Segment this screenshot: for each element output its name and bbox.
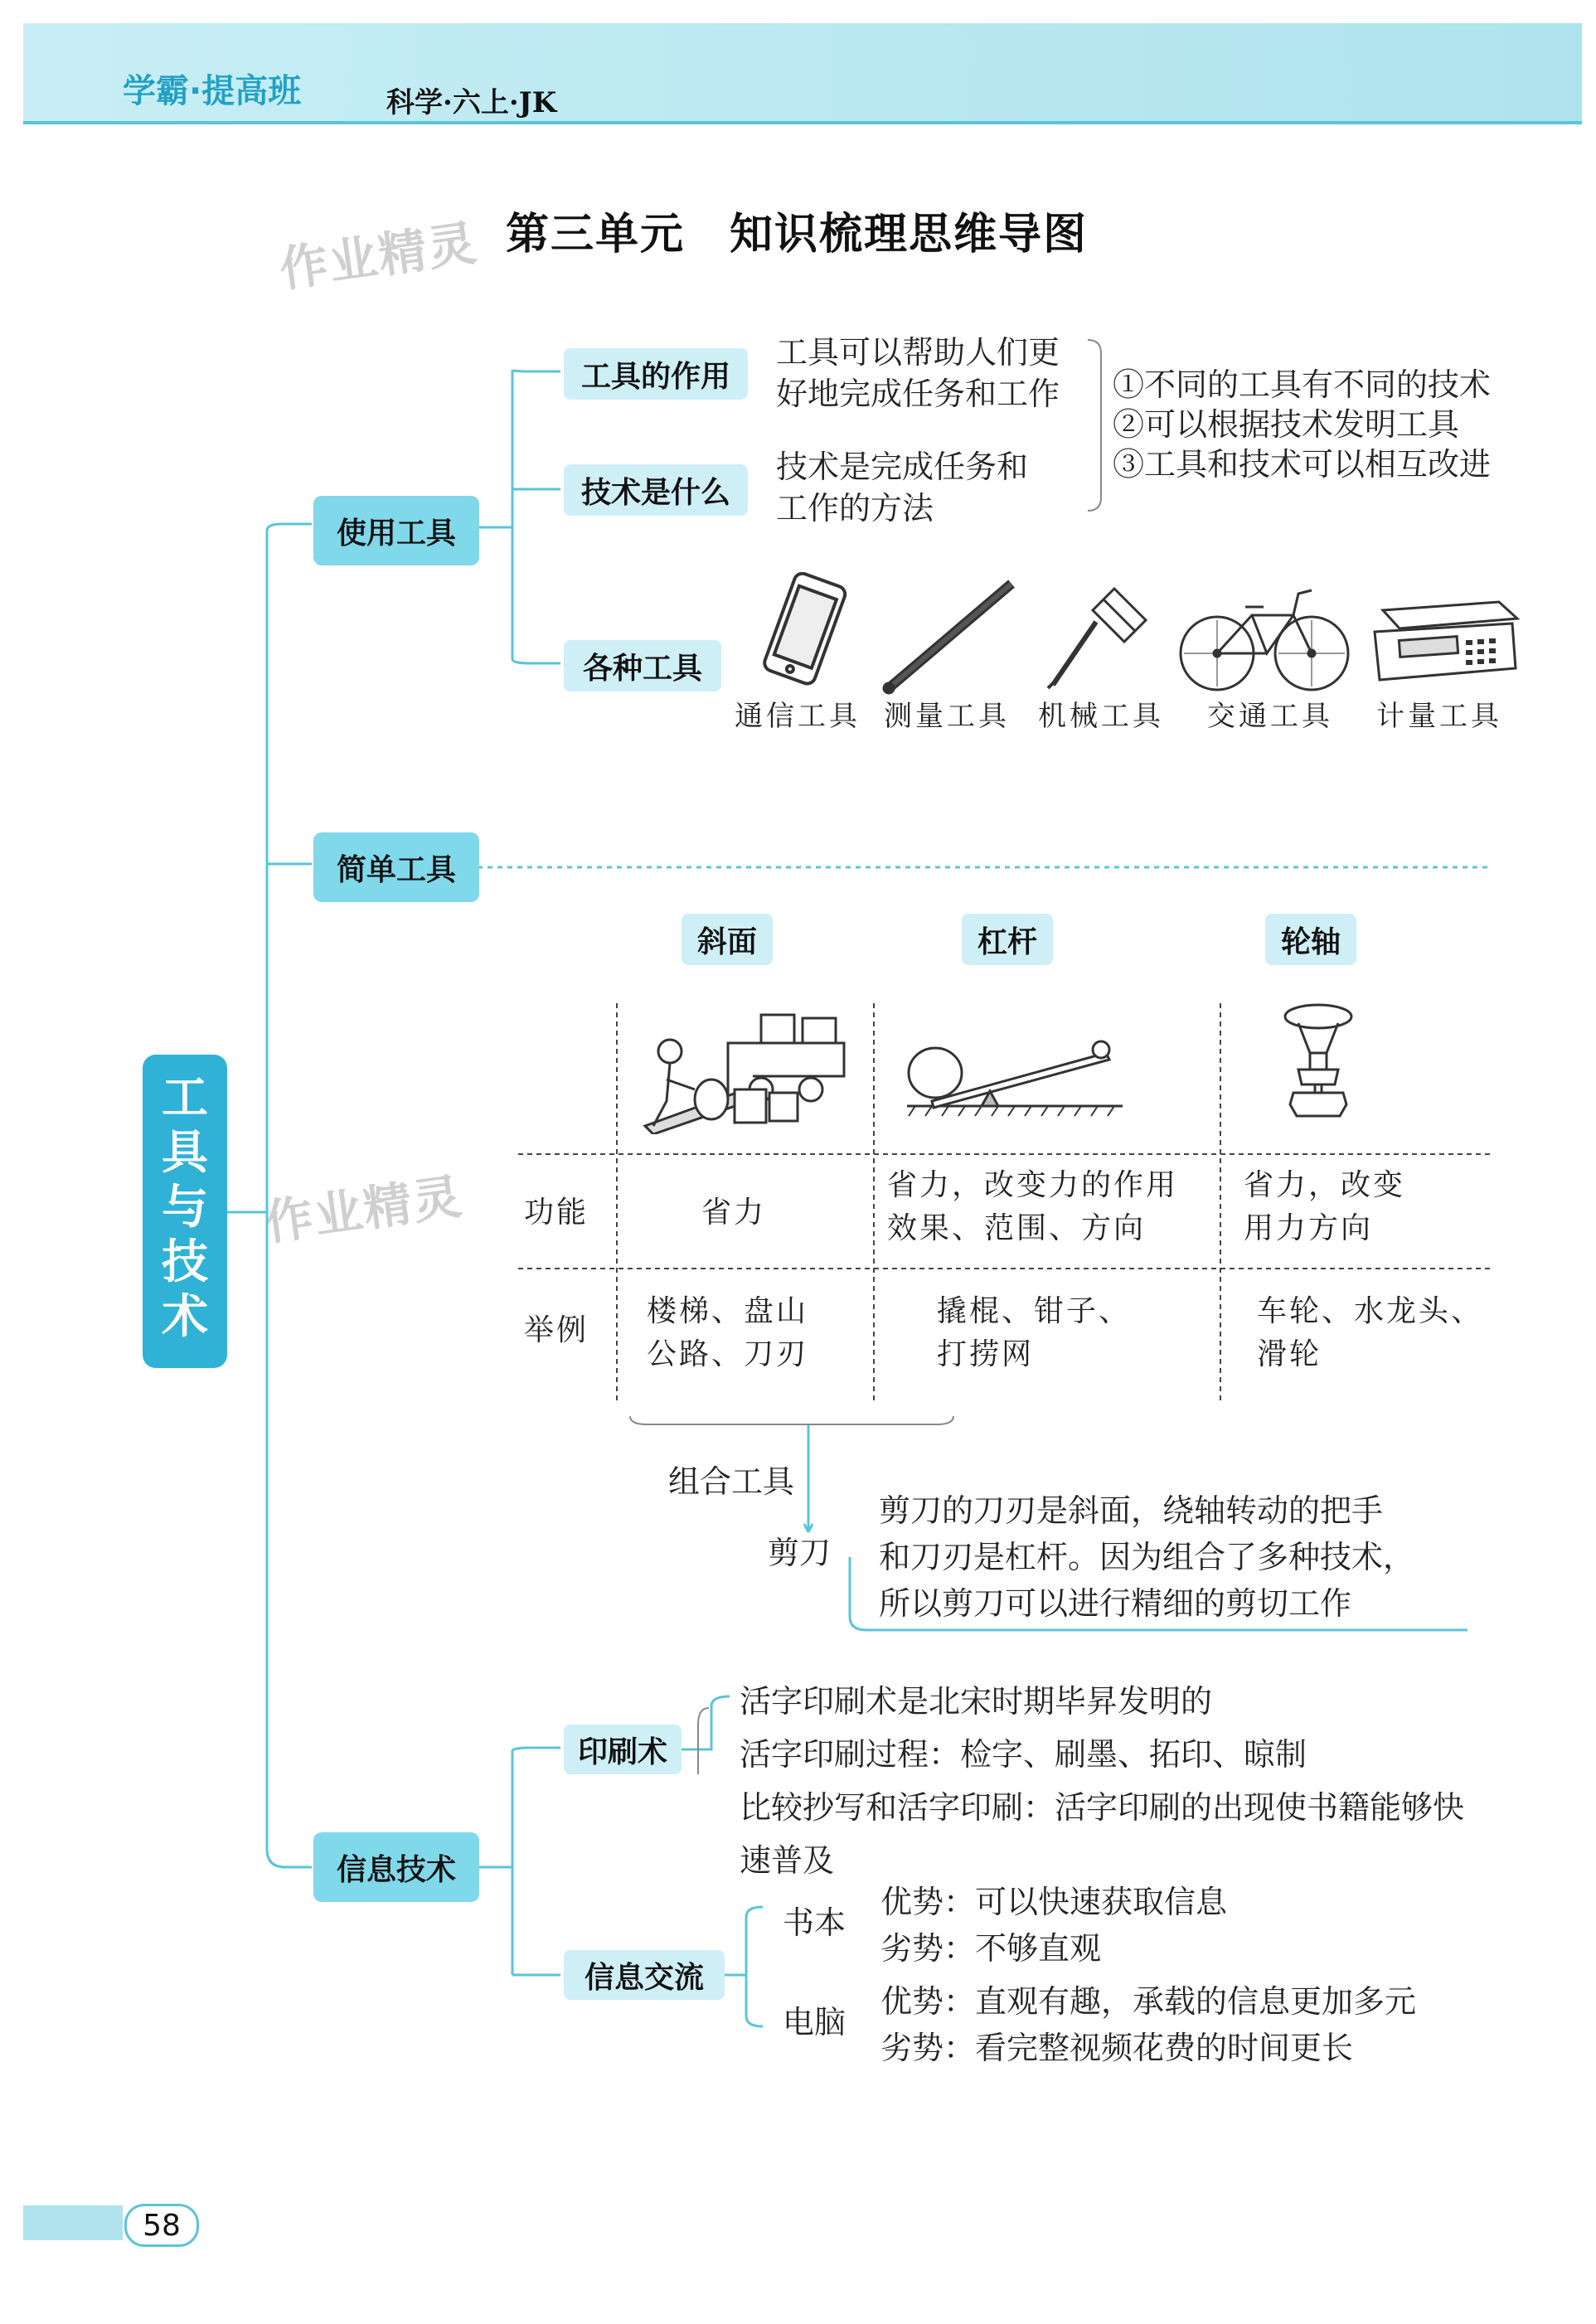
node-what-is-tech: 技术是什么 [564, 464, 748, 516]
conclusions-list: ①不同的工具有不同的技术 ②可以根据技术发明工具 ③工具和技术可以相互改进 [1113, 366, 1492, 483]
cell-incline-function: 省力 [701, 1196, 767, 1230]
node-simple-tools: 简单工具 [313, 832, 479, 902]
what-is-tech-text: 技术是完成任务和 工作的方法 [776, 449, 1029, 526]
caption-measuring-tool: 测量工具 [884, 700, 1010, 733]
watermark: 作业精灵 [261, 1167, 467, 1252]
exchange-book-label: 书本 [783, 1904, 847, 1941]
cell-wheel-function: 省力，改变 用力方向 [1244, 1168, 1406, 1245]
node-tool-types: 各种工具 [564, 640, 721, 691]
column-wheel-axle: 轮轴 [1265, 914, 1356, 965]
node-info-tech: 信息技术 [313, 1832, 479, 1902]
combined-tools-label: 组合工具 [668, 1463, 795, 1500]
row-label-function: 功能 [524, 1196, 589, 1230]
scissors-label: 剪刀 [768, 1535, 832, 1571]
cell-lever-examples: 撬棍、钳子、 打捞网 [937, 1294, 1132, 1371]
row-label-examples: 举例 [524, 1313, 589, 1347]
brand-title: 学霸·提高班 [123, 72, 302, 110]
screwdriver-icon [1038, 572, 1162, 696]
caption-communication-tool: 通信工具 [735, 700, 861, 733]
column-inclined-plane: 斜面 [682, 914, 773, 965]
subject-label: 科学·六上·JK [386, 86, 557, 119]
thermometer-icon [879, 572, 1020, 696]
exchange-computer-label: 电脑 [783, 2004, 847, 2040]
printing-text: 活字印刷术是北宋时期毕昇发明的 活字印刷过程：检字、刷墨、拓印、晾制 比较抄写和活字印刷：活字印刷的出现使书籍能够快 速普及 [740, 1683, 1465, 1879]
page-number-bar [23, 2205, 123, 2240]
caption-transport-tool: 交通工具 [1207, 700, 1333, 733]
page-number: 58 [124, 2204, 199, 2247]
bicycle-icon [1177, 570, 1351, 695]
inclined-plane-icon [637, 1010, 852, 1134]
cell-wheel-examples: 车轮、水龙头、 滑轮 [1257, 1294, 1484, 1371]
wheel-axle-icon [1277, 998, 1360, 1123]
node-use-tools: 使用工具 [313, 496, 479, 565]
computer-pros-cons: 优势：直观有趣，承载的信息更加多元 劣势：看完整视频花费的时间更长 [880, 1983, 1417, 2066]
tool-role-text: 工具可以帮助人们更 好地完成任务和工作 [776, 334, 1060, 412]
cell-lever-function: 省力，改变力的作用 效果、范围、方向 [887, 1168, 1179, 1245]
page-title: 第三单元 知识梳理思维导图 [506, 210, 1089, 260]
cell-incline-examples: 楼梯、盘山 公路、刀刃 [647, 1294, 809, 1371]
caption-mechanical-tool: 机械工具 [1038, 700, 1164, 733]
scale-icon [1366, 594, 1521, 685]
scissors-explanation: 剪刀的刀刃是斜面，绕轴转动的把手 和刀刃是杠杆。因为组合了多种技术， 所以剪刀可以进行精细的剪切工作 [879, 1492, 1415, 1622]
book-pros-cons: 优势：可以快速获取信息 劣势：不够直观 [880, 1884, 1228, 1967]
node-tool-role: 工具的作用 [564, 348, 748, 400]
lever-icon [899, 1020, 1131, 1119]
column-lever: 杠杆 [962, 914, 1053, 965]
node-info-exchange: 信息交流 [564, 1950, 725, 2000]
node-printing: 印刷术 [564, 1725, 682, 1774]
watermark: 作业精灵 [276, 214, 482, 298]
caption-weighing-tool: 计量工具 [1376, 700, 1502, 733]
phone-icon [754, 572, 854, 688]
root-node: 工具与技术 [143, 1055, 227, 1368]
